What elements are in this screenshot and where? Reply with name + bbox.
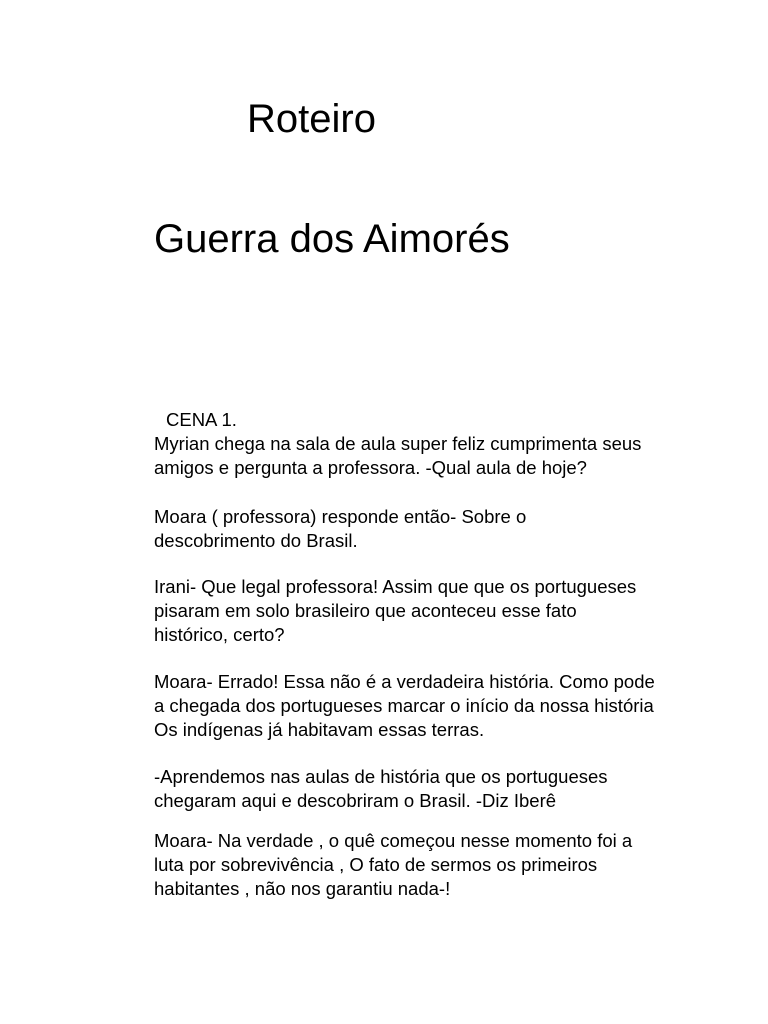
paragraph-line: descobrimento do Brasil. [154, 530, 358, 551]
page-title: Roteiro [247, 97, 376, 141]
paragraph [154, 670, 694, 742]
paragraph-line: Moara- Errado! Essa não é a verdadeira história. Como pode [154, 671, 655, 692]
paragraph-line: pisaram em solo brasileiro que aconteceu esse fato [154, 600, 577, 621]
paragraph-line: chegaram aqui e descobriram o Brasil. -Diz Iberê [154, 790, 557, 811]
paragraph-line: -Aprendemos nas aulas de história que os portugueses [154, 766, 608, 787]
paragraph-line: Myrian chega na sala de aula super feliz cumprimenta seus [154, 433, 642, 454]
paragraph-line: habitantes , não nos garantiu nada-! [154, 878, 451, 899]
paragraph-line: luta por sobrevivência , O fato de sermos os primeiros [154, 854, 598, 875]
paragraph [154, 575, 694, 647]
paragraph-line: amigos e pergunta a professora. -Qual aula de hoje? [154, 457, 587, 478]
paragraph-line: Moara ( professora) responde então- Sobre o [154, 506, 527, 527]
scene-heading: CENA 1. [166, 409, 237, 430]
paragraph [154, 505, 694, 553]
paragraph-line: a chegada dos portugueses marcar o início da nossa história [154, 695, 654, 716]
paragraph-line: Moara- Na verdade , o quê começou nesse momento foi a [154, 830, 633, 851]
paragraph-line: Os indígenas já habitavam essas terras. [154, 719, 485, 740]
paragraph [154, 765, 694, 813]
paragraph-line: Irani- Que legal professora! Assim que que os portugueses [154, 576, 637, 597]
paragraph [154, 829, 694, 901]
paragraph-line: histórico, certo? [154, 624, 285, 645]
scene-block [154, 408, 694, 480]
page-subtitle: Guerra dos Aimorés [154, 217, 510, 261]
